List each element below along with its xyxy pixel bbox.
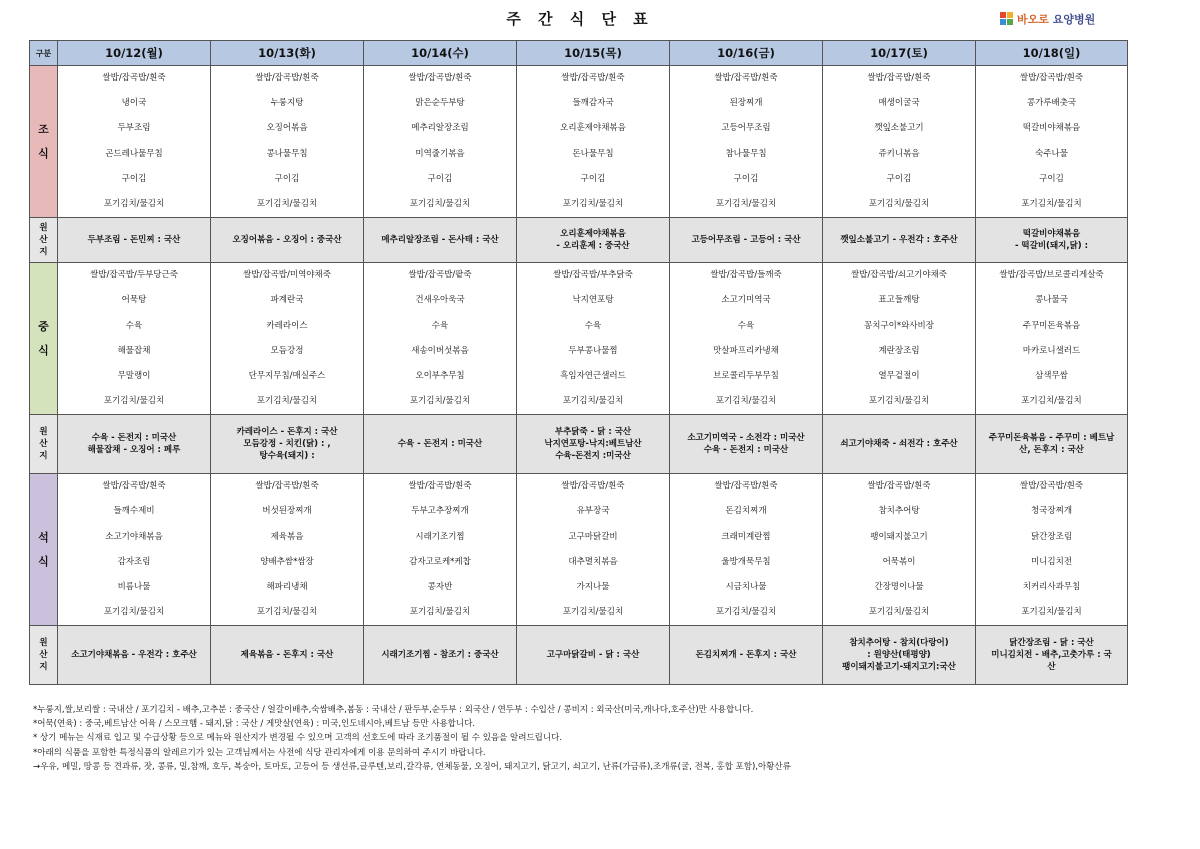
menu-item: 꽁치구이*와사비장: [864, 320, 934, 331]
menu-item: 크래미계란찜: [721, 531, 771, 542]
menu-item: 미역줄기볶음: [415, 148, 465, 159]
menu-item: 수육: [125, 320, 143, 331]
breakfast-row: [30, 66, 1128, 218]
origin-line: - 오리훈제 : 중국산: [556, 241, 630, 252]
origin-line: 수육 - 돈전지 : 미국산: [91, 433, 177, 444]
menu-item: 낙지연포탕: [572, 295, 614, 306]
origin-label-char: 원: [39, 427, 48, 438]
dinner-label: [30, 474, 58, 626]
notes-section: [33, 703, 791, 774]
menu-item: 오리훈제야채볶음: [560, 123, 626, 134]
day-header: 10/13(화): [211, 41, 364, 66]
origin-line: 제육볶음 - 돈후지 : 국산: [240, 650, 334, 661]
origin-line: 소고기미역국 - 소전각 : 미국산: [687, 433, 805, 444]
menu-item: 모듬강정: [270, 345, 304, 356]
origin-line: 미니김치전 - 배추,고춧가루 : 국: [991, 650, 1112, 661]
origin-cell: [976, 218, 1128, 263]
origin-cell: [517, 626, 670, 685]
menu-item: 새송이버섯볶음: [411, 345, 469, 356]
day-header: 10/14(수): [364, 41, 517, 66]
meal-label-char: 식: [38, 343, 49, 357]
menu-item: 파계란국: [270, 295, 304, 306]
day-header: 10/16(금): [670, 41, 823, 66]
menu-item: 울방개묵무침: [721, 556, 771, 567]
menu-item: 청국장찌개: [1030, 506, 1073, 517]
menu-item: 수육: [431, 320, 449, 331]
menu-cell: [58, 263, 211, 415]
origin-line: 주꾸미돈육볶음 - 주꾸미 : 베트남: [988, 433, 1115, 444]
origin-line: 팽이돼지불고기-돼지고기:국산: [842, 662, 956, 673]
menu-item: 포기김치/물김치: [715, 607, 777, 618]
origin-cell: [58, 218, 211, 263]
menu-item: 포기김치/물김치: [1021, 396, 1082, 407]
menu-item: 구이김: [580, 173, 606, 184]
menu-item: 돈나물무침: [572, 148, 614, 159]
menu-item: 된장찌개: [729, 98, 763, 109]
menu-item: 계란장조림: [878, 345, 920, 356]
menu-item: 콩나물무침: [266, 148, 308, 159]
origin-cell: [976, 626, 1128, 685]
menu-item: 쌀밥/잡곡밥/흰죽: [867, 73, 931, 83]
menu-item: 유부장국: [576, 506, 610, 517]
origin-label-char: 지: [39, 662, 48, 673]
menu-cell: [670, 263, 823, 415]
menu-item: 쌀밥/잡곡밥/흰죽: [102, 73, 166, 83]
menu-item: 콩자반: [427, 582, 453, 592]
menu-cell: [58, 66, 211, 218]
menu-item: 쌀밥/잡곡밥/흰죽: [714, 481, 778, 492]
menu-item: 쌀밥/잡곡밥/흰죽: [255, 73, 319, 83]
origin-line: 오징어볶음 - 오징어 : 중국산: [232, 235, 342, 246]
origin-cell: [670, 626, 823, 685]
menu-item: 포기김치/물김치: [562, 198, 624, 209]
origin-label-char: 지: [39, 247, 48, 258]
origin-cell: [58, 415, 211, 474]
menu-item: 포기김치/물김치: [715, 396, 777, 407]
origin-cell: [211, 218, 364, 263]
menu-item: 쌀밥/잡곡밥/흰죽: [867, 481, 931, 492]
origin-line: 고구마닭갈비 - 닭 : 국산: [546, 650, 640, 661]
origin-line: 수육-돈전지 :미국산: [555, 451, 631, 462]
menu-item: 미니김치전: [1030, 556, 1073, 567]
origin-line: 참치추어탕 - 참치(다랑어): [849, 638, 949, 649]
menu-item: 들깨수제비: [113, 506, 155, 517]
menu-item: 시래기조기찜: [415, 531, 465, 542]
menu-item: 구이김: [886, 173, 912, 184]
origin-label-char: 산: [39, 235, 48, 246]
menu-item: 포기김치/물김치: [562, 396, 624, 407]
menu-item: 포기김치/물김치: [1021, 198, 1082, 209]
origin-line: 부추닭죽 - 닭 : 국산: [554, 427, 632, 438]
origin-cell: [823, 415, 976, 474]
menu-item: 쌀밥/잡곡밥/흰죽: [255, 481, 319, 492]
menu-item: 쌀밥/잡곡밥/흰죽: [714, 73, 778, 83]
menu-item: 단무지무침/매실주스: [248, 370, 326, 381]
origin-label-char: 원: [39, 638, 48, 649]
menu-item: 가지나물: [576, 582, 610, 592]
dinner-origin-row: [30, 626, 1128, 685]
origin-cell: [517, 415, 670, 474]
logo-brand: 바오로: [1017, 13, 1049, 26]
menu-item: 주꾸미돈육볶음: [1022, 320, 1081, 331]
origin-line: 산: [1047, 662, 1056, 673]
menu-cell: [211, 263, 364, 415]
menu-item: 메추리알장조림: [411, 123, 469, 134]
origin-cell: [211, 415, 364, 474]
origin-line: 메추리알장조림 - 돈사태 : 국산: [381, 235, 499, 246]
origin-line: 탕수육(돼지) :: [259, 451, 315, 462]
origin-line: 닭간장조림 - 닭 : 국산: [1009, 638, 1094, 649]
menu-item: 팽이돼지불고기: [870, 531, 928, 542]
header-row: [30, 41, 1128, 66]
menu-item: 두부조림: [117, 123, 151, 134]
menu-item: 브로콜리두부무침: [713, 370, 779, 381]
menu-item: 쌀밥/잡곡밥/미역야채죽: [243, 270, 331, 281]
menu-item: 맑은순두부탕: [415, 98, 465, 109]
menu-item: 수육: [584, 320, 602, 331]
menu-item: 포기김치/물김치: [409, 198, 471, 209]
menu-item: 포기김치/물김치: [409, 607, 471, 618]
menu-item: 치커리사과무침: [1022, 582, 1081, 592]
menu-item: 쌀밥/잡곡밥/흰죽: [1019, 481, 1084, 492]
day-header: 10/12(월): [58, 41, 211, 66]
menu-item: 쌀밥/잡곡밥/흰죽: [102, 481, 166, 492]
menu-item: 포기김치/물김치: [868, 607, 930, 618]
origin-line: 시래기조기찜 - 참조기 : 중국산: [381, 650, 499, 661]
gubun-header: 구분: [30, 41, 58, 66]
meal-label-char: 식: [38, 146, 49, 160]
menu-item: 누룽지탕: [270, 98, 304, 109]
meal-label-char: 석: [38, 530, 49, 544]
meal-label-char: 식: [38, 554, 49, 568]
origin-cell: [211, 626, 364, 685]
origin-label: [30, 415, 58, 474]
origin-label-char: 산: [39, 650, 48, 661]
menu-item: 흑임자연근샐러드: [560, 370, 626, 381]
menu-item: 떡갈비야채볶음: [1022, 123, 1081, 134]
origin-cell: [823, 218, 976, 263]
menu-item: 쌀밥/잡곡밥/흰죽: [561, 481, 625, 492]
lunch-origin-row: [30, 415, 1128, 474]
origin-line: 해물잡채 - 오징어 : 페루: [87, 445, 181, 456]
origin-line: 깻잎소불고기 - 우전각 : 호주산: [840, 235, 958, 246]
weekly-menu-table: [29, 40, 1128, 685]
logo-suffix: 요양병원: [1052, 13, 1096, 26]
menu-cell: [517, 263, 670, 415]
menu-item: 카레라이스: [266, 320, 308, 331]
menu-item: 무말랭이: [117, 370, 151, 381]
origin-label-char: 지: [39, 451, 48, 462]
menu-item: 포기김치/물김치: [103, 198, 165, 209]
origin-label: [30, 626, 58, 685]
menu-item: 쌀밥/잡곡밥/팥죽: [408, 270, 472, 281]
menu-cell: [364, 263, 517, 415]
origin-line: 모듬강정 - 치킨(닭) : ,: [243, 439, 331, 450]
menu-item: 냉이국: [121, 98, 147, 109]
lunch-label: [30, 263, 58, 415]
menu-item: 참치추어탕: [878, 506, 920, 517]
menu-item: 두부콩나물찜: [568, 345, 618, 356]
origin-line: 카레라이스 - 돈후지 : 국산: [236, 427, 338, 438]
menu-item: 고구마닭갈비: [568, 531, 618, 542]
origin-label-char: 산: [39, 439, 48, 450]
origin-cell: [670, 415, 823, 474]
menu-item: 쌀밥/잡곡밥/흰죽: [408, 73, 472, 83]
origin-line: 수육 - 돈전지 : 미국산: [703, 445, 789, 456]
menu-item: 맛살파프리카냉채: [713, 345, 779, 356]
menu-item: 구이김: [1039, 173, 1064, 184]
menu-item: 포기김치/물김치: [256, 198, 318, 209]
menu-item: 소고기미역국: [721, 295, 771, 306]
menu-item: 오이부추무침: [415, 370, 465, 381]
page-title: 주 간 식 단 표: [506, 10, 654, 28]
menu-item: 곤드레나물무침: [105, 148, 163, 159]
origin-line: 오리훈제야채볶음: [560, 229, 626, 240]
origin-cell: [364, 626, 517, 685]
dinner-row: [30, 474, 1128, 626]
menu-item: 어묵탕: [121, 295, 147, 306]
menu-item: 쌀밥/잡곡밥/흰죽: [1019, 73, 1084, 83]
menu-item: 해파리냉채: [266, 582, 308, 592]
menu-item: 구이김: [427, 173, 453, 184]
note-line: →우유, 메밀, 땅콩 등 견과류, 잣, 콩류, 밀,참깨, 호두, 복숭아, 토마토, 고등어 등 생선류,글루텐,보리,갈각류, 연체동물, 오징어, 돼지고기, 닭고기, 쇠고기, 난류(가금류),조개류(굴, 전복, 홍합 포함),아황산류: [33, 761, 791, 772]
menu-cell: [517, 474, 670, 626]
menu-item: 쌀밥/잡곡밥/흰죽: [561, 73, 625, 83]
day-header: 10/18(일): [976, 41, 1128, 66]
menu-item: 고등어무조림: [721, 123, 771, 134]
menu-item: 열무겉절이: [878, 370, 920, 381]
menu-item: 구이김: [121, 173, 147, 184]
menu-item: 참나물무침: [725, 148, 767, 159]
menu-item: 포기김치/물김치: [103, 607, 165, 618]
menu-item: 쌀밥/잡곡밥/쇠고기야채죽: [850, 270, 948, 281]
menu-cell: [211, 66, 364, 218]
origin-line: 낙지연포탕-낙지:베트남산: [544, 439, 642, 450]
origin-line: 수육 - 돈전지 : 미국산: [397, 439, 483, 450]
menu-item: 돈김치찌개: [725, 506, 767, 517]
menu-cell: [976, 66, 1128, 218]
menu-cell: [211, 474, 364, 626]
origin-label: [30, 218, 58, 263]
menu-item: 감자고로케*케찹: [409, 556, 471, 567]
origin-line: 고등어무조림 - 고등어 : 국산: [691, 235, 801, 246]
menu-item: 포기김치/물김치: [409, 396, 471, 407]
menu-item: 들깨감자국: [572, 98, 614, 109]
menu-item: 비름나물: [117, 582, 151, 592]
menu-item: 포기김치/물김치: [103, 396, 165, 407]
menu-item: 마카로니샐러드: [1022, 345, 1081, 356]
origin-line: 쇠고기야채죽 - 쇠전각 : 호주산: [840, 439, 958, 450]
origin-cell: [364, 218, 517, 263]
meal-label-char: 중: [38, 319, 49, 333]
meal-label-char: 조: [38, 122, 49, 136]
menu-item: 포기김치/물김치: [868, 396, 930, 407]
menu-item: 닭간장조림: [1030, 531, 1073, 542]
day-header: 10/15(목): [517, 41, 670, 66]
menu-cell: [823, 66, 976, 218]
menu-item: 매생이굴국: [878, 98, 920, 109]
menu-item: 포기김치/물김치: [715, 198, 777, 209]
origin-line: 돈김치찌개 - 돈후지 : 국산: [695, 650, 797, 661]
lunch-row: [30, 263, 1128, 415]
menu-item: 쥬키니볶음: [878, 148, 920, 159]
origin-cell: [976, 415, 1128, 474]
menu-item: 깻잎소불고기: [874, 123, 924, 134]
menu-item: 간장명이나물: [874, 582, 924, 592]
menu-cell: [364, 474, 517, 626]
menu-item: 쌀밥/잡곡밥/들깨죽: [710, 270, 782, 281]
origin-line: - 떡갈비(돼지,닭) :: [1014, 241, 1089, 252]
menu-item: 표고들깨탕: [878, 295, 920, 306]
menu-cell: [670, 474, 823, 626]
logo-icon: [1000, 12, 1014, 26]
menu-item: 시금치나물: [725, 582, 767, 592]
hospital-logo: [1000, 10, 1095, 28]
menu-item: 어묵볶이: [882, 556, 916, 567]
menu-item: 양배추쌈*쌈장: [260, 556, 314, 567]
menu-cell: [364, 66, 517, 218]
logo-text: [1017, 11, 1095, 27]
origin-cell: [364, 415, 517, 474]
menu-item: 콩가루배춧국: [1026, 98, 1077, 109]
origin-label-char: 원: [39, 223, 48, 234]
origin-cell: [823, 626, 976, 685]
note-line: * 상기 메뉴는 식재료 입고 및 수급상황 등으로 메뉴와 원산지가 변경될 수 있으며 고객의 선호도에 따라 조기품절이 될 수 있음을 알려드립니다.: [33, 733, 563, 744]
origin-line: : 원양산(태평양): [867, 650, 931, 661]
menu-item: 건새우아욱국: [415, 295, 465, 306]
menu-item: 수육: [737, 320, 755, 331]
menu-item: 제육볶음: [270, 531, 304, 542]
note-line: *어묵(연육) : 중국,베트남산 어육 / 스모크햄 - 돼지,닭 : 국산 / 게맛살(연육) : 미국,인도네시아,베트남 등만 사용합니다.: [33, 719, 476, 730]
menu-item: 대추멸치볶음: [568, 556, 618, 567]
origin-cell: [670, 218, 823, 263]
note-line: *아래의 식품을 포함한 특정식품의 알레르기가 있는 고객님께서는 사전에 식당 관리자에게 이용 문의하여 주시기 바랍니다.: [33, 747, 486, 758]
menu-item: 버섯된장찌개: [262, 506, 312, 517]
menu-cell: [976, 474, 1128, 626]
breakfast-label: [30, 66, 58, 218]
menu-item: 해물잡채: [117, 345, 151, 356]
menu-item: 감자조림: [117, 556, 151, 567]
menu-item: 쌀밥/잡곡밥/브로콜리게살죽: [999, 270, 1104, 281]
origin-line: 산, 돈후지 : 국산: [1019, 445, 1084, 456]
menu-item: 콩나물국: [1035, 295, 1068, 306]
menu-cell: [670, 66, 823, 218]
menu-item: 구이김: [733, 173, 759, 184]
origin-line: 떡갈비야채볶음: [1022, 229, 1081, 240]
menu-item: 쌀밥/잡곡밥/부추닭죽: [553, 270, 633, 281]
menu-cell: [58, 474, 211, 626]
breakfast-origin-row: [30, 218, 1128, 263]
origin-cell: [517, 218, 670, 263]
menu-item: 숙주나물: [1035, 148, 1068, 159]
menu-item: 포기김치/물김치: [1021, 607, 1082, 618]
menu-cell: [517, 66, 670, 218]
origin-line: 두부조림 - 돈민찌 : 국산: [87, 235, 181, 246]
menu-item: 구이김: [274, 173, 300, 184]
origin-line: 소고기야채볶음 - 우전각 : 호주산: [71, 650, 197, 661]
menu-item: 포기김치/물김치: [256, 396, 318, 407]
menu-item: 포기김치/물김치: [256, 607, 318, 618]
menu-item: 오징어볶음: [266, 123, 308, 134]
menu-item: 소고기야채볶음: [105, 531, 163, 542]
menu-item: 포기김치/물김치: [868, 198, 930, 209]
day-header: 10/17(토): [823, 41, 976, 66]
menu-cell: [823, 474, 976, 626]
menu-cell: [823, 263, 976, 415]
menu-item: 두부고추장찌개: [411, 506, 469, 517]
menu-item: 쌀밥/잡곡밥/흰죽: [408, 481, 472, 492]
menu-item: 포기김치/물김치: [562, 607, 624, 618]
menu-cell: [976, 263, 1128, 415]
note-line: *누룽지,쌀,보리쌀 : 국내산 / 포기김치 - 배추,고추분 : 중국산 / 얼갈이배추,숙쌈배추,봄동 : 국내산 / 판두부,순두부 : 외국산 / 연두부 : 수입산 / 콩비지 : 외국산(미국,캐나다,호주산)만 사용합니다.: [33, 705, 754, 715]
origin-cell: [58, 626, 211, 685]
menu-item: 쌀밥/잡곡밥/두부당근죽: [90, 270, 178, 281]
menu-item: 삼색무쌈: [1035, 370, 1068, 381]
